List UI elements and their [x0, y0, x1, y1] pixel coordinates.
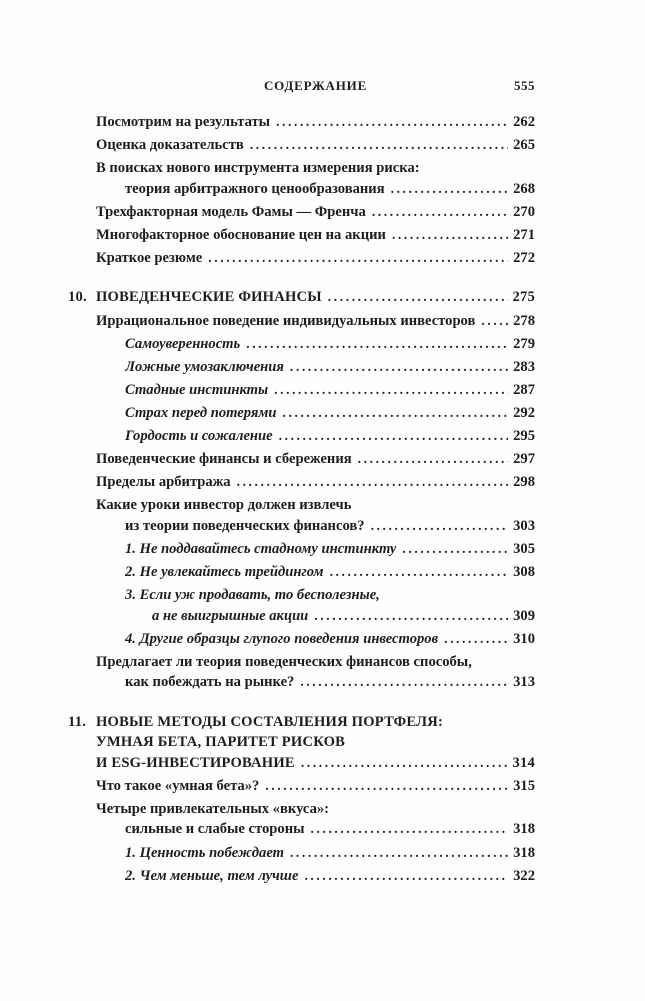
toc-entry	[68, 287, 535, 308]
toc-entry-text: теория арбитражного ценообразования	[125, 180, 385, 197]
toc-entry-line	[96, 179, 535, 200]
toc-entry-line	[96, 112, 535, 133]
dot-leader	[402, 539, 508, 560]
toc-page-number: 275	[512, 289, 535, 306]
toc-entry	[96, 380, 535, 401]
toc-entry-text: а не выигрышные акции	[152, 607, 309, 624]
toc-page-number: 309	[513, 607, 535, 624]
toc-entry	[96, 357, 535, 378]
dot-leader	[392, 225, 508, 246]
toc-page-number: 268	[513, 180, 535, 197]
toc-entry	[96, 403, 535, 424]
toc-entry-line	[68, 287, 535, 308]
dot-leader	[330, 562, 509, 583]
toc-page-number: 270	[513, 203, 535, 220]
chapter-number: 11.	[68, 713, 87, 730]
toc-entry-line	[96, 585, 535, 606]
toc-entry-line	[96, 357, 535, 378]
toc-entry-line	[96, 472, 535, 493]
toc-entry-text: УМНАЯ БЕТА, ПАРИТЕТ РИСКОВ	[96, 734, 346, 751]
toc-entry-line	[96, 311, 535, 332]
toc-entry-text: 1. Ценность побеждает	[125, 844, 284, 861]
dot-leader	[311, 819, 509, 840]
dot-leader	[237, 472, 509, 493]
dot-leader	[328, 287, 508, 308]
toc-list	[68, 112, 535, 889]
toc-entry-text: Что такое «умная бета»?	[96, 777, 260, 794]
toc-entry-text: сильные и слабые стороны	[125, 821, 305, 838]
toc-page-number: 271	[513, 226, 535, 243]
toc-page-number: 314	[512, 754, 535, 771]
toc-entry-line	[96, 732, 535, 753]
toc-page-number: 262	[513, 114, 535, 130]
toc-entry	[96, 629, 535, 650]
toc-entry-text: Иррациональное поведение индивидуальных инвесторов	[96, 312, 476, 329]
toc-entry-line	[96, 225, 535, 246]
dot-leader	[290, 843, 508, 864]
toc-entry	[96, 135, 535, 156]
toc-entry-text: Какие уроки инвестор должен извлечь	[96, 497, 352, 514]
dot-leader	[444, 629, 508, 650]
toc-entry-line	[96, 380, 535, 401]
dot-leader	[391, 179, 509, 200]
toc-entry	[96, 248, 535, 269]
dot-leader	[265, 776, 508, 797]
toc-entry-line	[96, 629, 535, 650]
toc-page-number: 287	[513, 381, 535, 398]
toc-entry-line	[96, 135, 535, 156]
toc-entry-text: из теории поведенческих финансов?	[125, 517, 365, 534]
toc-page-number: 305	[513, 540, 535, 557]
dot-leader	[246, 334, 508, 355]
toc-page-number: 265	[513, 137, 535, 154]
toc-entry	[96, 495, 535, 536]
toc-entry-text: 2. Не увлекайтесь трейдингом	[125, 564, 324, 580]
toc-page-number: 310	[513, 630, 535, 647]
toc-entry-text: Стадные инстинкты	[125, 381, 269, 398]
toc-entry-line	[96, 562, 535, 583]
toc-entry-line	[96, 799, 535, 820]
toc-entry	[68, 712, 535, 774]
toc-entry-text: 1. Не поддавайтесь стадному инстинкту	[125, 540, 397, 557]
dot-leader	[314, 606, 508, 627]
toc-entry-line	[96, 819, 535, 840]
page-title: СОДЕРЖАНИЕ	[263, 78, 368, 93]
dot-leader	[301, 753, 508, 774]
toc-page-number: 322	[513, 867, 535, 884]
toc-entry-text: Поведенческие финансы и сбережения	[96, 451, 352, 468]
dot-leader	[371, 516, 509, 537]
toc-entry	[96, 866, 535, 887]
toc-entry-text: Страх перед потерями	[125, 404, 277, 421]
toc-entry-line	[96, 753, 535, 774]
toc-entry	[96, 472, 535, 493]
toc-entry-text: как побеждать на рынке?	[125, 674, 295, 691]
toc-entry-text: 3. Если уж продавать, то бесполезные,	[125, 587, 380, 604]
toc-page-number: 292	[513, 404, 535, 421]
toc-entry-line	[96, 403, 535, 424]
folio-page-number: 555	[514, 78, 535, 93]
toc-entry-text: Самоуверенность	[125, 335, 241, 352]
toc-entry	[96, 158, 535, 199]
toc-entry-text: Пределы арбитража	[96, 474, 231, 491]
toc-entry-text: Посмотрим на результаты	[96, 114, 271, 130]
toc-entry-text: 4. Другие образцы глупого поведения инвесторов	[125, 630, 439, 647]
toc-entry	[96, 843, 535, 864]
toc-entry	[96, 112, 535, 133]
toc-entry-line	[96, 202, 535, 223]
toc-entry-line	[96, 516, 535, 537]
dot-leader	[274, 380, 508, 401]
dot-leader	[304, 866, 508, 887]
toc-entry-text: ПОВЕДЕНЧЕСКИЕ ФИНАНСЫ	[96, 289, 322, 306]
dot-leader	[283, 403, 509, 424]
toc-entry-line	[96, 495, 535, 516]
chapter-number: 10.	[68, 289, 87, 306]
toc-entry-line	[96, 248, 535, 269]
toc-entry-line	[96, 158, 535, 179]
dot-leader	[276, 112, 508, 133]
toc-page-number: 295	[513, 428, 535, 445]
toc-entry-text: Трехфакторная модель Фамы — Френча	[96, 203, 366, 220]
toc-entry-line	[96, 866, 535, 887]
toc-entry	[96, 202, 535, 223]
toc-page-number: 303	[513, 517, 535, 534]
toc-entry-line	[96, 672, 535, 693]
toc-entry-line	[96, 606, 535, 627]
dot-leader	[481, 311, 508, 332]
dot-leader	[250, 135, 508, 156]
toc-entry-text: 2. Чем меньше, тем лучше	[125, 867, 299, 884]
dot-leader	[300, 672, 508, 693]
toc-entry-text: Предлагает ли теория поведенческих финансов способы,	[96, 653, 472, 670]
toc-entry-line	[96, 426, 535, 447]
toc-page-number: 308	[513, 564, 535, 580]
toc-entry	[96, 776, 535, 797]
toc-entry-text: Краткое резюме	[96, 249, 203, 266]
toc-page-number: 298	[513, 474, 535, 491]
toc-entry	[96, 585, 535, 626]
toc-page-number: 272	[513, 249, 535, 266]
toc-entry	[96, 225, 535, 246]
toc-entry-line	[96, 776, 535, 797]
toc-entry-line	[96, 539, 535, 560]
toc-entry	[96, 562, 535, 583]
toc-page-number: 318	[513, 821, 535, 838]
toc-page-number: 279	[513, 335, 535, 352]
toc-entry-text: Ложные умозаключения	[125, 358, 284, 375]
toc-entry	[96, 311, 535, 332]
toc-page-number: 315	[513, 777, 535, 794]
toc-entry-text: Оценка доказательств	[96, 137, 244, 154]
toc-entry-line	[96, 334, 535, 355]
dot-leader	[208, 248, 508, 269]
toc-entry	[96, 449, 535, 470]
toc-page-number: 278	[513, 312, 535, 329]
toc-page-number: 297	[513, 451, 535, 468]
toc-page-number: 318	[513, 844, 535, 861]
toc-entry	[96, 652, 535, 693]
toc-entry-line	[68, 712, 535, 733]
toc-entry	[96, 799, 535, 840]
dot-leader	[279, 426, 508, 447]
toc-entry-line	[96, 449, 535, 470]
toc-entry-text: Многофакторное обоснование цен на акции	[96, 226, 386, 243]
toc-entry-text: В поисках нового инструмента измерения риска:	[96, 160, 420, 177]
toc-entry-line	[96, 843, 535, 864]
toc-entry	[96, 334, 535, 355]
toc-entry	[96, 539, 535, 560]
toc-page-number: 313	[513, 674, 535, 691]
dot-leader	[358, 449, 508, 470]
toc-entry-text: Четыре привлекательных «вкуса»:	[96, 800, 330, 817]
toc-entry-line	[96, 652, 535, 673]
toc-entry-text: НОВЫЕ МЕТОДЫ СОСТАВЛЕНИЯ ПОРТФЕЛЯ:	[96, 713, 444, 730]
toc-entry-text: Гордость и сожаление	[125, 428, 273, 445]
toc-entry	[96, 426, 535, 447]
page-header	[96, 78, 535, 98]
toc-page-number: 283	[513, 358, 535, 375]
dot-leader	[290, 357, 508, 378]
dot-leader	[372, 202, 508, 223]
toc-entry-text: И ESG-ИНВЕСТИРОВАНИЕ	[96, 754, 295, 771]
